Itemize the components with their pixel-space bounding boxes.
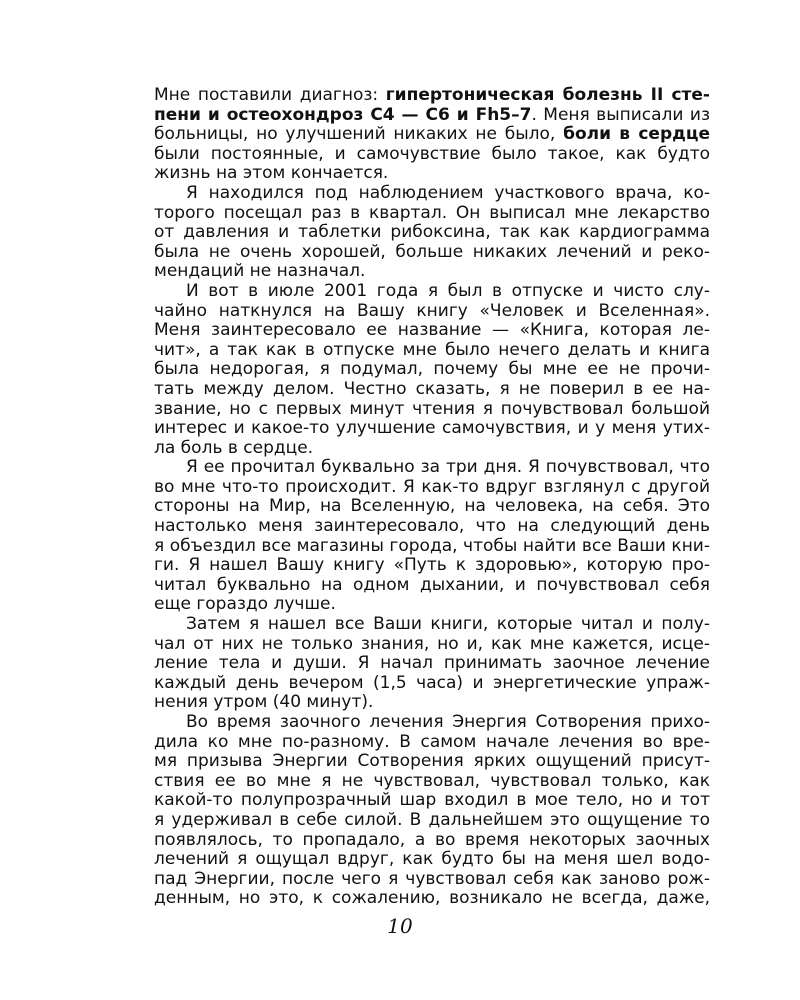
text-line (154, 889, 710, 909)
text-line (154, 125, 710, 145)
text-line (154, 595, 710, 615)
bold-text: гипертоническая болезнь II сте- (385, 85, 710, 105)
text-line (154, 184, 710, 204)
text-line (154, 380, 710, 400)
text-run: звание, но с первых минут чтения я почувствовал большой (154, 398, 710, 419)
text-line (154, 654, 710, 674)
text-line (154, 204, 710, 224)
text-line (154, 360, 710, 380)
text-run: Мне поставили диагноз: (154, 85, 386, 105)
text-line (154, 458, 710, 478)
text-run: ление тела и души. Я начал принимать заочное лечение (154, 653, 710, 674)
text-run: ствия ее во мне я не чувствовал, чувствовал только, как (154, 770, 710, 791)
text-run: . Меня выписали из (531, 104, 710, 125)
text-run: стороны на Мир, на Вселенную, на человека, на себя. Это (154, 496, 710, 517)
text-line (154, 752, 710, 772)
text-run: я объездил все магазины города, чтобы найти все Ваши кни- (154, 535, 710, 556)
text-run: торого посещал раз в квартал. Он выписал мне лекарство (154, 202, 710, 223)
text-line (154, 850, 710, 870)
text-run: были постоянные, и самочувствие было такое, как будто (154, 143, 710, 164)
text-run: интерес и какое-то улучшение самочувствия, и у меня утих- (154, 418, 710, 439)
text-run: чайно наткнулся на Вашу книгу «Человек и Вселенная». (154, 300, 710, 321)
text-line (154, 400, 710, 420)
text-run: И вот в июле 2001 года я был в отпуске и чисто слу- (186, 280, 710, 301)
text-line (154, 419, 710, 439)
text-run: была недорогая, я подумал, почему бы мне ее не прочи- (154, 359, 710, 380)
text-line (154, 282, 710, 302)
text-run: мя призыва Энергии Сотворения ярких ощущений присут- (154, 751, 710, 772)
text-run: во мне что-то происходит. Я как-то вдруг взглянул с другой (154, 476, 710, 497)
text-line (154, 145, 710, 165)
text-line (154, 223, 710, 243)
text-run: каждый день вечером (1,5 часа) и энергетические упраж- (154, 672, 710, 693)
text-line (154, 497, 710, 517)
text-line (154, 576, 710, 596)
text-line (154, 556, 710, 576)
text-line (154, 478, 710, 498)
text-line (154, 870, 710, 890)
page-body (154, 86, 710, 909)
text-run: появлялось, то пропадало, а во время некоторых заочных (154, 829, 710, 850)
text-run: чит», а так как в отпуске мне было нечего делать и книга (154, 339, 710, 360)
text-run: чал от них не только знания, но и, как мне кажется, исце- (154, 633, 710, 654)
text-line (154, 537, 710, 557)
text-run: я удерживал в себе силой. В дальнейшем это ощущение то (154, 809, 710, 830)
text-run: Затем я нашел все Ваши книги, которые читал и полу- (186, 614, 710, 635)
text-run: читал буквально на одном дыхании, и почувствовал себя (154, 574, 710, 595)
text-run: больницы, но улучшений никаких не было, (154, 124, 564, 145)
text-run: дила ко мне по-разному. В самом начале лечения во вре- (154, 731, 710, 752)
text-line (154, 439, 710, 459)
text-line (154, 615, 710, 635)
page-number: 10 (387, 914, 413, 938)
text-line (154, 321, 710, 341)
text-line (154, 106, 710, 126)
text-run: ла боль в сердце. (154, 437, 314, 458)
text-line (154, 674, 710, 694)
text-line (154, 243, 710, 263)
text-line (154, 302, 710, 322)
text-line (154, 831, 710, 851)
text-line (154, 86, 710, 106)
text-run: Меня заинтересовало ее название — «Книга, которая ле- (154, 320, 710, 341)
text-run: ги. Я нашел Вашу книгу «Путь к здоровью», которую про- (154, 555, 710, 576)
text-run: настолько меня заинтересовало, что на следующий день (154, 516, 710, 537)
text-line (154, 791, 710, 811)
text-run: лечений я ощущал вдруг, как будто бы на меня шел водо- (154, 849, 710, 870)
text-line (154, 733, 710, 753)
text-run: Я ее прочитал буквально за три дня. Я почувствовал, что (186, 457, 710, 478)
text-line (154, 811, 710, 831)
text-run: еще гораздо лучше. (154, 594, 336, 615)
text-run: какой-то полупрозрачный шар входил в мое тело, но и тот (154, 790, 710, 811)
text-run: Во время заочного лечения Энергия Сотворения прихо- (186, 712, 710, 732)
text-run: нения утром (40 минут). (154, 692, 374, 713)
text-run: жизнь на этом кончается. (154, 163, 389, 184)
text-line (154, 262, 710, 282)
bold-text: пени и остеохондроз С4 — С6 и Fh5–7 (154, 104, 532, 125)
text-line (154, 164, 710, 184)
text-run: тать между делом. Честно сказать, я не поверил в ее на- (154, 378, 710, 399)
text-line (154, 635, 710, 655)
text-run: от давления и таблетки рибоксина, так как кардиограмма (154, 222, 710, 243)
text-line (154, 772, 710, 792)
text-run: денным, но это, к сожалению, возникало не всегда, даже, (154, 888, 710, 909)
text-line (154, 693, 710, 713)
bold-text: боли в сердце (563, 124, 710, 145)
text-line (154, 517, 710, 537)
text-run: была не очень хорошей, больше никаких лечений и реко- (154, 241, 710, 262)
text-run: мендаций не назначал. (154, 261, 366, 282)
text-line (154, 713, 710, 733)
text-line (154, 341, 710, 361)
text-run: пад Энергии, после чего я чувствовал себя как заново рож- (154, 868, 710, 889)
text-run: Я находился под наблюдением участкового врача, ко- (186, 182, 710, 203)
